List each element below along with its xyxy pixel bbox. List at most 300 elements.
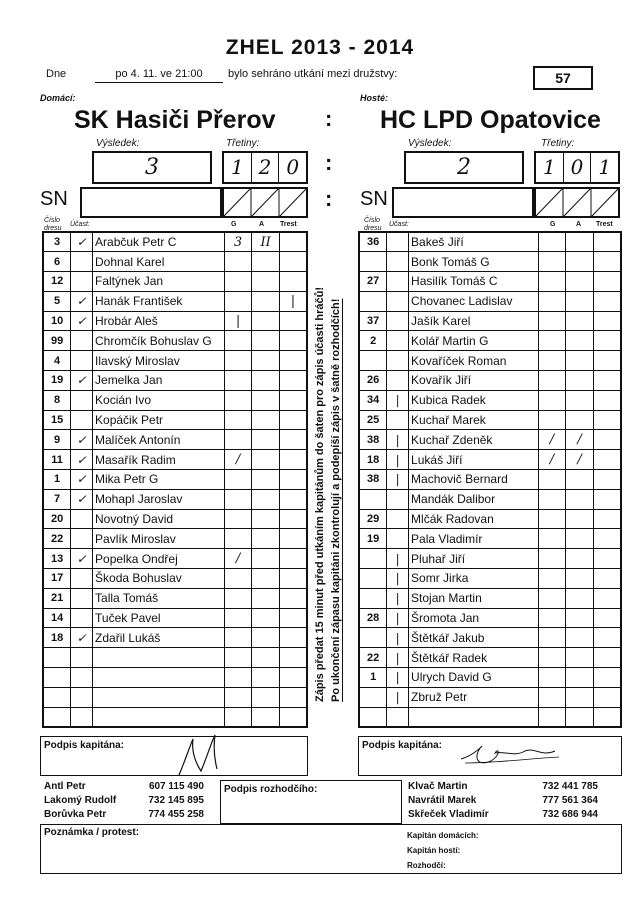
table-row xyxy=(43,588,307,608)
home-sn-label: SN xyxy=(40,188,68,210)
contact-phone: 732 441 785 xyxy=(542,781,598,792)
player-assists xyxy=(252,569,280,589)
home-col-number: Číslo dresu xyxy=(44,217,62,232)
player-number: 1 xyxy=(43,470,71,490)
player-assists xyxy=(252,707,280,727)
captain-away-label: Kapitán hostí: xyxy=(407,846,461,855)
player-penalty xyxy=(279,430,307,450)
table-row xyxy=(43,648,307,668)
table-row xyxy=(359,509,621,529)
player-assists xyxy=(252,529,280,549)
player-presence: ✓ xyxy=(71,628,93,648)
player-presence xyxy=(387,371,409,391)
player-penalty xyxy=(593,529,621,549)
player-number: 34 xyxy=(359,390,387,410)
player-name: Pala Vladimír xyxy=(409,529,539,549)
player-number: 12 xyxy=(43,272,71,292)
player-assists xyxy=(566,291,594,311)
contact-name: Borůvka Petr xyxy=(44,809,107,820)
player-penalty xyxy=(593,351,621,371)
player-presence: ✓ xyxy=(71,430,93,450)
date-value: po 4. 11. ve 21:00 xyxy=(95,68,223,83)
player-assists xyxy=(252,430,280,450)
player-presence xyxy=(387,331,409,351)
player-name xyxy=(93,687,225,707)
player-penalty xyxy=(279,470,307,490)
table-row xyxy=(43,450,307,470)
home-col-goals: G xyxy=(231,221,237,228)
player-goals xyxy=(224,252,252,272)
player-goals xyxy=(224,351,252,371)
player-number: 4 xyxy=(43,351,71,371)
instruction-line-1: Zápis předat 15 minut před utkáním kapitánům do šaten pro zápis účasti hráčů! xyxy=(314,286,326,702)
table-row xyxy=(359,569,621,589)
player-goals xyxy=(538,291,566,311)
player-assists xyxy=(566,687,594,707)
table-row xyxy=(43,628,307,648)
player-number: 38 xyxy=(359,430,387,450)
player-penalty xyxy=(593,450,621,470)
table-row xyxy=(43,410,307,430)
player-presence xyxy=(71,569,93,589)
table-row xyxy=(43,252,307,272)
away-period-1: 1 xyxy=(536,153,564,182)
player-goals xyxy=(224,390,252,410)
player-presence: | xyxy=(387,549,409,569)
player-presence: ✓ xyxy=(71,470,93,490)
player-assists xyxy=(252,272,280,292)
player-presence: ✓ xyxy=(71,450,93,470)
player-name: Talla Tomáš xyxy=(93,588,225,608)
player-number xyxy=(359,549,387,569)
player-assists: / xyxy=(566,450,594,470)
player-penalty xyxy=(279,331,307,351)
player-assists xyxy=(252,371,280,391)
player-penalty xyxy=(279,252,307,272)
home-period-3: 0 xyxy=(286,155,300,179)
table-row xyxy=(359,687,621,707)
player-assists xyxy=(566,707,594,727)
player-assists xyxy=(566,489,594,509)
player-name: Jašík Karel xyxy=(409,311,539,331)
player-penalty xyxy=(279,569,307,589)
player-goals xyxy=(538,390,566,410)
player-assists xyxy=(252,331,280,351)
away-captain-sign-label: Podpis kapitána: xyxy=(362,740,443,751)
contact-phone: 732 145 895 xyxy=(148,795,204,806)
player-assists xyxy=(252,608,280,628)
player-goals xyxy=(538,331,566,351)
captain-referee-labels xyxy=(407,828,479,873)
player-name: Mohapl Jaroslav xyxy=(93,489,225,509)
player-number: 5 xyxy=(43,291,71,311)
away-col-number: Číslo dresu xyxy=(364,217,382,232)
player-penalty xyxy=(279,351,307,371)
player-name: Faltýnek Jan xyxy=(93,272,225,292)
player-number: 38 xyxy=(359,470,387,490)
player-penalty xyxy=(279,668,307,688)
player-goals xyxy=(538,410,566,430)
player-goals xyxy=(224,331,252,351)
table-row xyxy=(43,331,307,351)
player-number: 99 xyxy=(43,331,71,351)
player-goals xyxy=(538,687,566,707)
home-periods-box xyxy=(222,151,308,184)
player-number: 25 xyxy=(359,410,387,430)
contact-phone: 777 561 364 xyxy=(542,795,598,806)
player-name xyxy=(93,648,225,668)
player-presence xyxy=(387,707,409,727)
player-penalty xyxy=(279,371,307,391)
player-goals xyxy=(224,509,252,529)
player-assists xyxy=(252,351,280,371)
player-goals xyxy=(538,311,566,331)
player-name: Šromota Jan xyxy=(409,608,539,628)
contact-name: Skřeček Vladimír xyxy=(408,809,489,820)
player-goals: / xyxy=(224,450,252,470)
player-presence xyxy=(71,351,93,371)
away-periods-label: Třetiny: xyxy=(541,138,575,149)
contact-name: Klvač Martin xyxy=(408,781,468,792)
player-presence: | xyxy=(387,470,409,490)
player-assists xyxy=(252,648,280,668)
player-name: Arabčuk Petr C xyxy=(93,232,225,252)
away-result-label: Výsledek: xyxy=(408,138,452,149)
player-number: 18 xyxy=(43,628,71,648)
player-goals: 3 xyxy=(224,232,252,252)
contact-phone: 774 455 258 xyxy=(148,809,204,820)
player-assists xyxy=(252,291,280,311)
player-assists xyxy=(252,450,280,470)
player-goals xyxy=(224,569,252,589)
table-row xyxy=(43,489,307,509)
player-number xyxy=(359,291,387,311)
player-penalty xyxy=(279,628,307,648)
table-row xyxy=(359,351,621,371)
player-goals: / xyxy=(538,450,566,470)
table-row xyxy=(43,549,307,569)
player-assists xyxy=(566,569,594,589)
right-contacts xyxy=(408,780,598,822)
player-penalty xyxy=(593,390,621,410)
player-name: Ulrych David G xyxy=(409,668,539,688)
player-penalty xyxy=(593,668,621,688)
player-assists xyxy=(566,648,594,668)
player-presence xyxy=(387,272,409,292)
player-presence: | xyxy=(387,628,409,648)
player-assists xyxy=(566,351,594,371)
player-goals xyxy=(538,707,566,727)
player-number: 26 xyxy=(359,371,387,391)
home-periods-label: Třetiny: xyxy=(226,138,260,149)
away-team-name: HC LPD Opatovice xyxy=(380,106,601,134)
table-row xyxy=(359,608,621,628)
home-captain-sign-label: Podpis kapitána: xyxy=(44,740,125,751)
player-goals xyxy=(224,608,252,628)
table-row xyxy=(359,450,621,470)
player-presence xyxy=(71,509,93,529)
table-row xyxy=(359,430,621,450)
player-presence: | xyxy=(387,608,409,628)
team-separator: : xyxy=(325,106,333,131)
player-presence: ✓ xyxy=(71,489,93,509)
player-name: Zdařil Lukáš xyxy=(93,628,225,648)
table-row xyxy=(359,410,621,430)
player-name: Masařík Radim xyxy=(93,450,225,470)
table-row xyxy=(359,470,621,490)
player-name: Bakeš Jiří xyxy=(409,232,539,252)
player-penalty xyxy=(593,291,621,311)
player-assists xyxy=(566,232,594,252)
player-assists xyxy=(566,509,594,529)
player-penalty xyxy=(593,272,621,292)
player-name: Kopáčik Petr xyxy=(93,410,225,430)
player-assists: / xyxy=(566,430,594,450)
player-name: Jemelka Jan xyxy=(93,371,225,391)
contact-phone: 732 686 944 xyxy=(542,809,598,820)
player-number: 20 xyxy=(43,509,71,529)
player-penalty xyxy=(279,549,307,569)
player-number: 29 xyxy=(359,509,387,529)
player-name: Hanák František xyxy=(93,291,225,311)
player-assists xyxy=(566,390,594,410)
player-presence: | xyxy=(387,390,409,410)
left-contacts xyxy=(44,780,204,822)
table-row xyxy=(43,351,307,371)
player-penalty xyxy=(593,331,621,351)
player-name: Chromčík Bohuslav G xyxy=(93,331,225,351)
instruction-line-2: Po ukončení zápasu kapitáni zkontrolují a podepíší zápis v šatně rozhodčích! xyxy=(330,298,342,702)
player-name: Kovařík Jiří xyxy=(409,371,539,391)
away-label: Hosté: xyxy=(360,93,389,103)
table-row xyxy=(359,668,621,688)
player-goals xyxy=(224,687,252,707)
player-penalty xyxy=(279,608,307,628)
table-row xyxy=(43,569,307,589)
player-name: Pavlík Miroslav xyxy=(93,529,225,549)
player-number xyxy=(359,252,387,272)
away-sn-periods xyxy=(534,187,620,218)
player-number xyxy=(359,351,387,371)
player-assists xyxy=(252,470,280,490)
player-penalty xyxy=(593,489,621,509)
player-penalty xyxy=(593,470,621,490)
table-row xyxy=(43,390,307,410)
player-goals xyxy=(224,648,252,668)
away-period-2: 0 xyxy=(564,153,592,182)
table-row xyxy=(359,707,621,727)
left-contact-row xyxy=(44,780,204,794)
player-goals xyxy=(538,252,566,272)
table-row xyxy=(43,687,307,707)
player-presence xyxy=(387,351,409,371)
separator-score: : xyxy=(325,150,333,175)
away-result-box xyxy=(404,151,524,184)
player-name: Štětkář Radek xyxy=(409,648,539,668)
player-penalty xyxy=(279,588,307,608)
player-name xyxy=(409,707,539,727)
player-name: Lukáš Jiří xyxy=(409,450,539,470)
player-penalty xyxy=(279,272,307,292)
player-number: 14 xyxy=(43,608,71,628)
home-col-penalty: Trest xyxy=(280,221,297,228)
table-row xyxy=(359,272,621,292)
player-presence xyxy=(71,272,93,292)
player-assists xyxy=(252,588,280,608)
player-name: Tuček Pavel xyxy=(93,608,225,628)
player-number: 22 xyxy=(43,529,71,549)
player-assists xyxy=(252,687,280,707)
player-name: Škoda Bohuslav xyxy=(93,569,225,589)
player-presence: ✓ xyxy=(71,371,93,391)
player-penalty xyxy=(593,588,621,608)
contact-phone: 607 115 490 xyxy=(148,781,204,792)
player-assists xyxy=(566,252,594,272)
player-name: Popelka Ondřej xyxy=(93,549,225,569)
player-number: 13 xyxy=(43,549,71,569)
player-presence xyxy=(71,687,93,707)
player-assists xyxy=(566,588,594,608)
player-assists xyxy=(566,549,594,569)
player-penalty xyxy=(279,509,307,529)
player-goals xyxy=(224,470,252,490)
player-presence xyxy=(71,668,93,688)
player-number xyxy=(43,687,71,707)
home-col-assists: A xyxy=(259,221,265,228)
table-row xyxy=(359,252,621,272)
player-assists xyxy=(252,628,280,648)
table-row xyxy=(359,311,621,331)
home-sn-periods xyxy=(222,187,308,218)
player-number xyxy=(43,668,71,688)
player-name: Kubica Radek xyxy=(409,390,539,410)
home-sn-box xyxy=(80,187,222,218)
player-presence: | xyxy=(387,648,409,668)
player-number: 36 xyxy=(359,232,387,252)
away-captain-signature xyxy=(455,737,565,773)
player-goals xyxy=(538,470,566,490)
player-presence xyxy=(71,608,93,628)
player-penalty xyxy=(593,707,621,727)
player-goals xyxy=(538,668,566,688)
home-roster-table xyxy=(42,231,308,728)
player-goals xyxy=(224,628,252,648)
player-presence xyxy=(387,509,409,529)
player-name: Štětkář Jakub xyxy=(409,628,539,648)
player-penalty xyxy=(279,410,307,430)
captain-home-label: Kapitán domácích: xyxy=(407,831,479,840)
player-goals xyxy=(538,371,566,391)
home-result-label: Výsledek: xyxy=(96,138,140,149)
player-name: Mandák Dalibor xyxy=(409,489,539,509)
player-presence xyxy=(71,529,93,549)
player-goals xyxy=(538,608,566,628)
table-row xyxy=(359,331,621,351)
player-presence xyxy=(387,291,409,311)
player-number: 9 xyxy=(43,430,71,450)
away-result: 2 xyxy=(457,155,471,180)
table-row xyxy=(43,311,307,331)
player-penalty xyxy=(279,489,307,509)
home-period-1: 1 xyxy=(224,153,252,182)
player-number: 17 xyxy=(43,569,71,589)
player-number: 19 xyxy=(43,371,71,391)
player-name: Dohnal Karel xyxy=(93,252,225,272)
player-assists xyxy=(566,371,594,391)
table-row xyxy=(43,272,307,292)
home-label: Domácí: xyxy=(40,93,76,103)
left-contact-row xyxy=(44,808,204,822)
player-presence: ✓ xyxy=(71,291,93,311)
player-number: 21 xyxy=(43,588,71,608)
away-sn-label: SN xyxy=(360,188,388,210)
player-penalty xyxy=(593,410,621,430)
player-number: 27 xyxy=(359,272,387,292)
player-assists: II xyxy=(252,232,280,252)
player-assists xyxy=(566,311,594,331)
left-contact-row xyxy=(44,794,204,808)
player-goals xyxy=(538,588,566,608)
player-assists xyxy=(566,529,594,549)
notes-box xyxy=(40,824,622,874)
player-penalty xyxy=(279,311,307,331)
player-goals xyxy=(224,291,252,311)
table-row xyxy=(359,390,621,410)
player-presence xyxy=(71,331,93,351)
table-row xyxy=(43,291,307,311)
player-presence xyxy=(387,311,409,331)
table-row xyxy=(43,529,307,549)
home-captain-signature-box xyxy=(40,736,308,776)
player-presence xyxy=(71,707,93,727)
home-result: 3 xyxy=(145,155,159,180)
player-number xyxy=(43,707,71,727)
table-row xyxy=(359,489,621,509)
away-captain-signature-box xyxy=(358,736,622,776)
player-number: 6 xyxy=(43,252,71,272)
right-contact-row xyxy=(408,780,598,794)
player-presence: | xyxy=(387,450,409,470)
player-presence: | xyxy=(387,668,409,688)
table-row xyxy=(43,509,307,529)
player-name: Kovaříček Roman xyxy=(409,351,539,371)
player-goals xyxy=(224,529,252,549)
player-name: Pluhař Jiří xyxy=(409,549,539,569)
table-row xyxy=(359,628,621,648)
away-col-penalty: Trest xyxy=(596,221,613,228)
player-goals xyxy=(224,272,252,292)
player-assists xyxy=(252,549,280,569)
player-goals xyxy=(538,549,566,569)
table-row xyxy=(43,608,307,628)
player-presence: | xyxy=(387,687,409,707)
table-row xyxy=(359,291,621,311)
away-roster-table xyxy=(358,231,622,728)
player-goals xyxy=(538,648,566,668)
player-assists xyxy=(252,668,280,688)
player-presence xyxy=(387,410,409,430)
player-number: 15 xyxy=(43,410,71,430)
player-goals xyxy=(538,351,566,371)
player-assists xyxy=(566,410,594,430)
player-goals xyxy=(538,569,566,589)
player-assists xyxy=(566,668,594,688)
away-periods-box xyxy=(534,151,620,184)
player-presence: | xyxy=(387,569,409,589)
player-name: Novotný David xyxy=(93,509,225,529)
table-row xyxy=(43,668,307,688)
player-name: Bonk Tomáš G xyxy=(409,252,539,272)
